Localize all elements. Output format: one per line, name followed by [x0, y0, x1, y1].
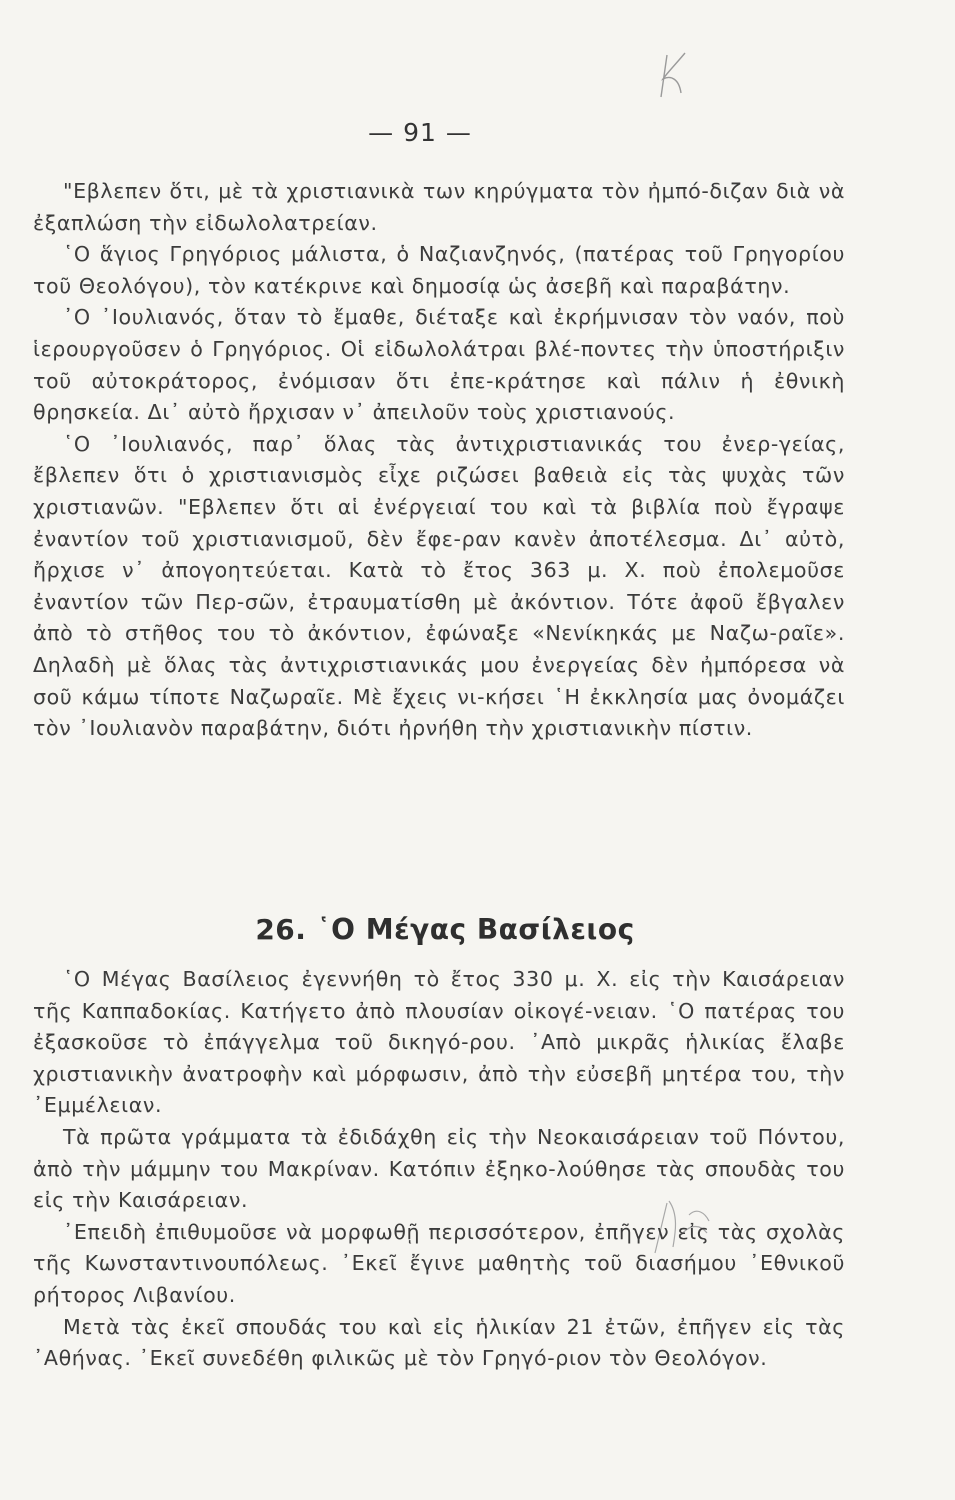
paragraph: ῾Ο Μέγας Βασίλειος ἐγεννήθη τὸ ἔτος 330 μ. Χ. εἰς τὴν Καισάρειαν τῆς Καππαδοκίας. Κατήγετο ἀπὸ πλουσίαν οἰκογέ-νειαν. ῾Ο πατέρας του ἐξασκοῦσε τὸ ἐπάγγελμα τοῦ δικηγό-ρου. ᾽Απὸ μικρᾶς ἡλικίας ἔλαβε χριστιανικὴν ἀνατροφὴν καὶ μόρφωσιν, ἀπὸ τὴν εὐσεβῆ μητέρα του, τὴν ᾽Εμμέλειαν. — [33, 967, 845, 1118]
paragraph: Μετὰ τὰς ἐκεῖ σπουδάς του καὶ εἰς ἡλικίαν 21 ἐτῶν, ἐπῆγεν εἰς τὰς ᾽Αθήνας. ᾽Εκεῖ συνεδέθη φιλικῶς μὲ τὸν Γρηγό-ριον τὸν Θεολόγον. — [33, 1314, 845, 1371]
paragraph: Τὰ πρῶτα γράμματα τὰ ἐδιδάχθη εἰς τὴν Νεοκαισάρειαν τοῦ Πόντου, ἀπὸ τὴν μάμμην του Μακρίναν. Κατόπιν ἐξηκο-λούθησε τὰς σπουδὰς του εἰς τὴν Καισάρειαν. — [33, 1124, 845, 1213]
paragraph: ῾Ο ἅγιος Γρηγόριος μάλιστα, ὁ Ναζιανζηνός, (πατέρας τοῦ Γρηγορίου τοῦ Θεολόγου), τὸν κατέκρινε καὶ δημοσίᾳ ὡς ἀσεβῆ καὶ παραβάτην. — [33, 242, 845, 298]
paragraph: "Εβλεπεν ὅτι, μὲ τὰ χριστιανικὰ των κηρύγματα τὸν ἠμπό-διζαν διὰ νὰ ἐξαπλώση τὴν εἰδωλολατρείαν. — [33, 179, 845, 235]
pencil-annotation-mark — [645, 45, 705, 105]
paragraph: ᾽Επειδὴ ἐπιθυμοῦσε νὰ μορφωθῇ περισσότερον, ἐπῆγεν εἰς τὰς σχολὰς τῆς Κωνσταντινουπόλεως. ᾽Εκεῖ ἔγινε μαθητὴς τοῦ διασήμου ᾽Εθνικοῦ ρήτορος Λιβανίου. — [33, 1219, 845, 1307]
chapter-heading: 26. ῾Ο Μέγας Βασίλειος — [255, 913, 635, 946]
paragraph: ᾽Ο ᾽Ιουλιανός, ὅταν τὸ ἔμαθε, διέταξε καὶ ἐκρήμνισαν τὸν ναόν, ποὺ ἱερουργοῦσεν ὁ Γρηγόριος. Οἱ εἰδωλολάτραι βλέ-ποντες τὴν ὑποστήριξιν τοῦ αὐτοκράτορος, ἐνόμισαν ὅτι ἐπε-κράτησε καὶ πάλιν ἡ ἐθνικὴ θρησκεία. Δι᾽ αὐτὸ ἤρχισαν ν᾽ ἀπειλοῦν τοὺς χριστιανούς. — [33, 305, 845, 425]
text-block-top — [33, 176, 845, 745]
paragraph: ῾Ο ᾽Ιουλιανός, παρ᾽ ὅλας τὰς ἀντιχριστιανικάς του ἐνερ-γείας, ἔβλεπεν ὅτι ὁ χριστιανισμὸς εἶχε ριζώσει βαθειὰ εἰς τὰς ψυχὰς τῶν χριστιανῶν. "Εβλεπεν ὅτι αἱ ἐνέργειαί του καὶ τὰ βιβλία ποὺ ἔγραψε ἐναντίον τοῦ χριστιανισμοῦ, δὲν ἔφε-ραν κανὲν ἀποτέλεσμα. Δι᾽ αὐτὸ, ἤρχισε ν᾽ ἀπογοητεύεται. Κατὰ τὸ ἔτος 363 μ. Χ. ποὺ ἐπολεμοῦσε ἐναντίον τῶν Περ-σῶν, ἐτραυματίσθη μὲ ἀκόντιον. Τότε ἀφοῦ ἔβγαλεν ἀπὸ τὸ στῆθος του τὸ ἀκόντιον, ἐφώναξε «Νενίκηκάς με Ναζω-ραῖε». Δηλαδὴ μὲ ὅλας τὰς ἀντιχριστιανικάς μου ἐνεργείας δὲν ἠμπόρεσα νὰ σοῦ κάμω τίποτε Ναζωραῖε. Μὲ ἔχεις νι-κήσει ῾Η ἐκκλησία μας ὀνομάζει τὸν ᾽Ιουλιανὸν παραβάτην, διότι ἠρνήθη τὴν χριστιανικὴν πίστιν. — [33, 431, 845, 741]
page-number: — 91 — — [368, 118, 472, 147]
text-block-bottom — [33, 964, 845, 1375]
